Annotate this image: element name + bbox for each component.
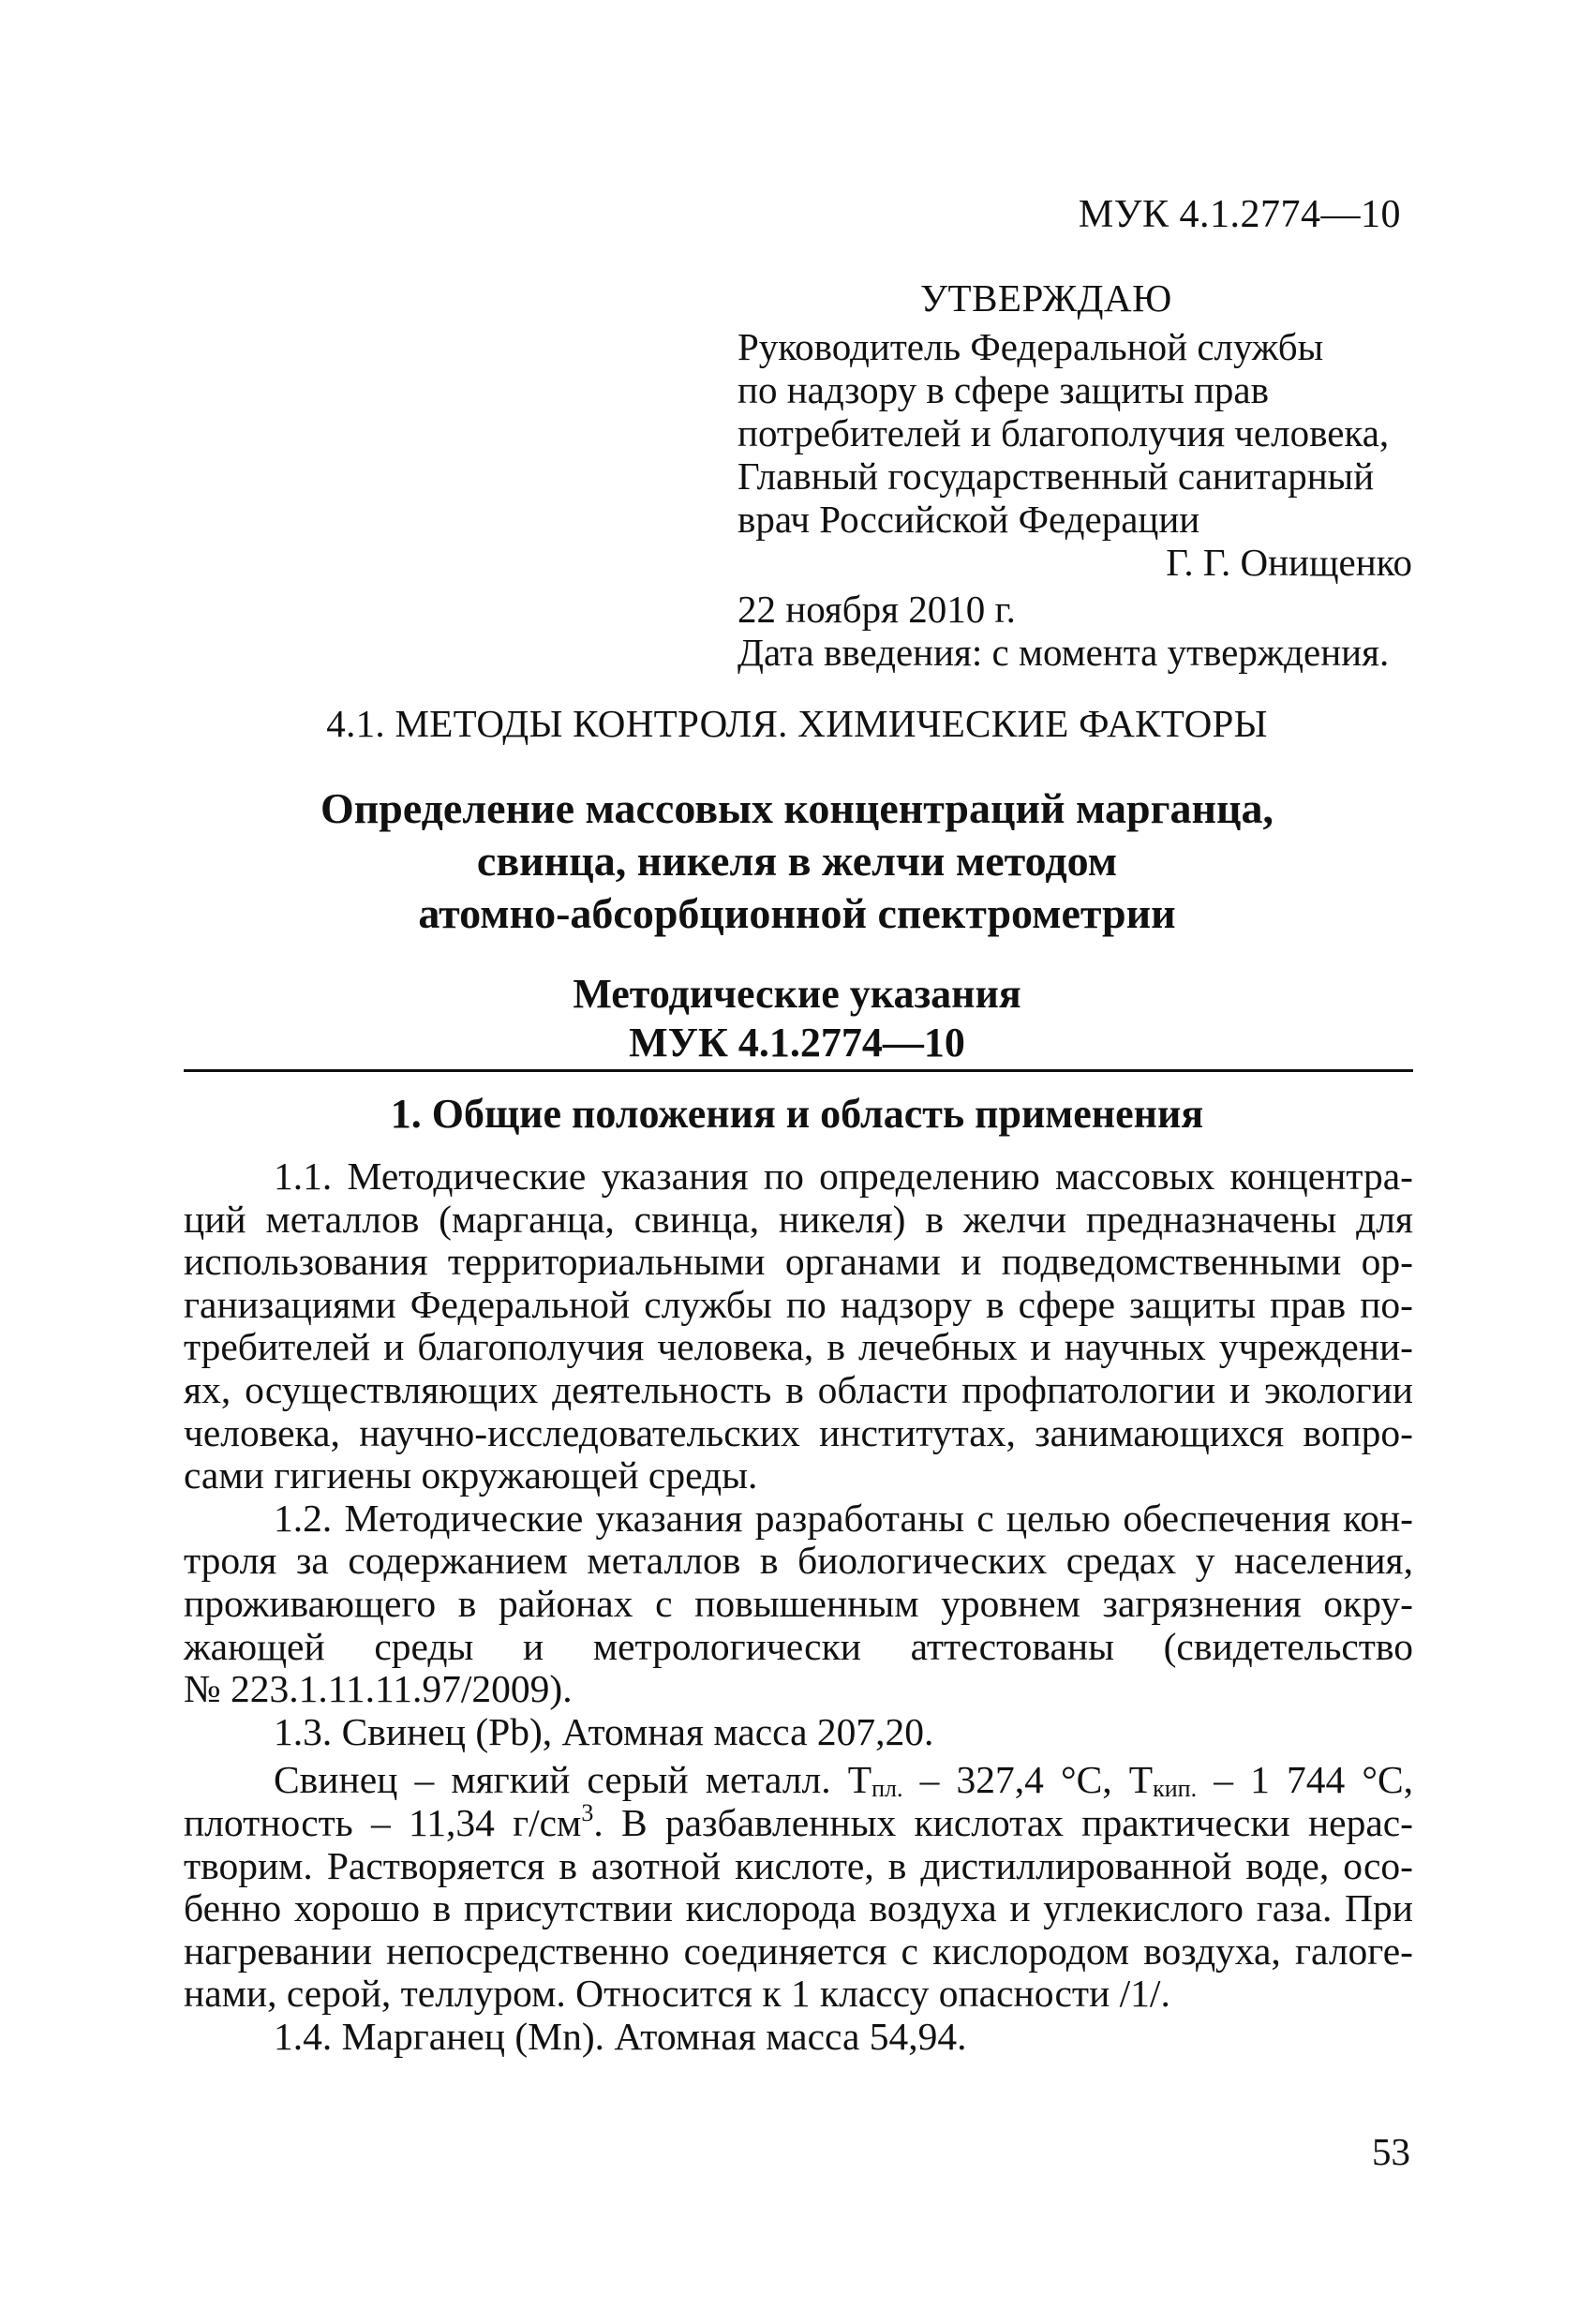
approval-title: УТВЕРЖДАЮ	[920, 276, 1172, 320]
doc-type-line: Методические указания	[573, 971, 1021, 1017]
approval-line: Руководитель Федеральной службы	[737, 325, 1324, 368]
paragraph-line: требителей и благополучия человека, в лечебных и научных учреждени-	[184, 1325, 1413, 1369]
section-code: 4.1. МЕТОДЫ КОНТРОЛЯ. ХИМИЧЕСКИЕ ФАКТОРЫ	[326, 702, 1268, 745]
document-title	[0, 782, 1594, 940]
title-line: атомно-абсорбционной спектрометрии	[418, 889, 1176, 937]
paragraph-line: 1.4. Марганец (Mn). Атомная масса 54,94.	[274, 2014, 967, 2058]
paragraph-line: ях, осуществляющих деятельность в области профпатологии и экологии	[184, 1367, 1413, 1411]
approval-block	[737, 276, 1412, 674]
paragraph-line: жающей среды и метрологически аттестованы (свидетельство	[184, 1624, 1413, 1668]
paragraph-line: ганизациями Федеральной службы по надзору в сфере защиты прав по-	[184, 1282, 1413, 1326]
paragraph-line: троля за содержанием металлов в биологических средах у населения,	[184, 1539, 1413, 1583]
paragraph-line: человека, научно-исследовательских институтах, занимающихся вопро-	[184, 1410, 1413, 1454]
title-line: свинца, никеля в желчи методом	[476, 837, 1118, 885]
title-line: Определение массовых концентраций марганца,	[320, 784, 1274, 832]
paragraph-line: 1.2. Методические указания разработаны с целью обеспечения кон-	[274, 1496, 1413, 1540]
paragraph-line: проживающего в районах с повышенным уровнем загрязнения окру-	[184, 1581, 1413, 1625]
paragraph-line: бенно хорошо в присутствии кислорода воздуха и углекислого газа. При	[184, 1886, 1413, 1930]
subscript-melting: пл.	[871, 1775, 903, 1803]
page-number: 53	[1372, 2130, 1410, 2173]
paragraph-line: ций металлов (марганца, свинца, никеля) в желчи предназначены для	[184, 1197, 1413, 1241]
subscript-boiling: кип.	[1153, 1775, 1198, 1803]
paragraph-line: плотность – 11,34 $г/см^3$. В разбавленных кислотах практически нерас-	[184, 1798, 1413, 1844]
paragraph-line: нагревании непосредственно соединяется с кислородом воздуха, галоге-	[184, 1929, 1413, 1973]
body-text	[184, 1155, 1413, 2058]
paragraph-line: № 223.1.11.11.97/2009).	[184, 1667, 573, 1711]
superscript-cube: 3	[581, 1798, 594, 1826]
document-code: МУК 4.1.2774—10	[1078, 193, 1401, 236]
document-type	[0, 970, 1594, 1067]
approval-signer: Г. Г. Онищенко	[1166, 541, 1412, 584]
approval-line: Главный государственный санитарный	[737, 454, 1375, 498]
section-heading: 1. Общие положения и область применения	[390, 1091, 1204, 1137]
approval-line: потребителей и благополучия человека,	[737, 411, 1390, 454]
approval-effective-date: Дата введения: с момента утверждения.	[737, 631, 1390, 674]
horizontal-divider	[184, 1069, 1413, 1072]
approval-date: 22 ноября 2010 г.	[737, 588, 1016, 631]
paragraph-line: 1.3. Свинец (Pb), Атомная масса 207,20.	[274, 1709, 934, 1753]
paragraph-line: Свинец – мягкий серый металл. $Т_{пл.} - 327,4$ °С, $Т_{кип.} - 1$ 744 °С,	[274, 1758, 1413, 1803]
paragraph-line: 1.1. Методические указания по определению массовых концентра-	[274, 1155, 1413, 1198]
paragraph-line: творим. Растворяется в азотной кислоте, в дистиллированной воде, осо-	[184, 1843, 1413, 1887]
doc-type-line: МУК 4.1.2774—10	[629, 1020, 965, 1065]
approval-line: врач Российской Федерации	[737, 498, 1200, 541]
paragraph-line: сами гигиены окружающей среды.	[184, 1453, 758, 1497]
paragraph-line: нами, серой, теллуром. Относится к 1 классу опасности /1/.	[184, 1972, 1170, 2016]
approval-line: по надзору в сфере защиты прав	[737, 368, 1269, 411]
paragraph-line: использования территориальными органами и подведомственными ор-	[184, 1240, 1413, 1284]
